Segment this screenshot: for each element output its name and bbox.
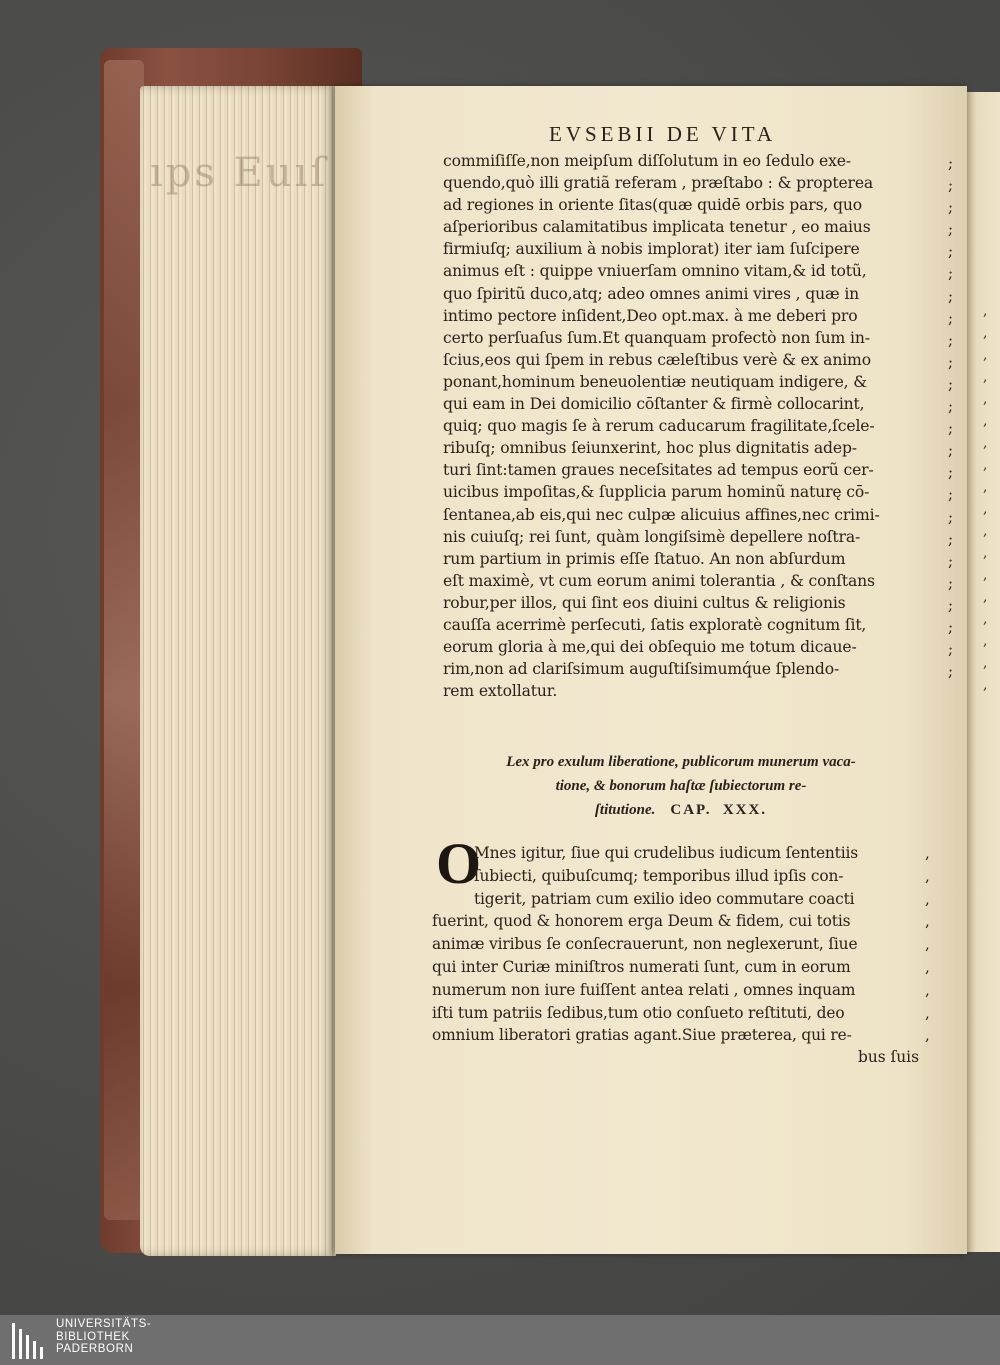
body-line: uicibus impoſitas,& ſupplicia parum hominũ naturę cō-: [443, 483, 870, 502]
line-marker: ;: [948, 154, 954, 172]
line-marker: ;: [948, 242, 954, 261]
line-marker: ,: [925, 866, 930, 885]
chapter-body-line: omnium liberatori gratias agant.Siue præterea, qui re-: [432, 1026, 852, 1045]
chapter-heading-line: Lex pro exulum liberatione, publicorum munerum vaca-: [506, 754, 856, 770]
body-line: ad regiones in oriente ſitas(quæ quidē orbis pars, quo: [443, 196, 863, 215]
line-marker: ;: [948, 419, 954, 438]
body-line: nis cuiuſq; rei ſunt, quàm longiſsimè depellere noſtra-: [443, 527, 861, 546]
body-line: quo ſpiritũ duco,atq; adeo omnes animi vires , quæ in: [443, 284, 860, 303]
body-line: commiſiſſe,non meipſum diſſolutum in eo ſedulo exe-: [443, 152, 851, 170]
library-name: [56, 1318, 216, 1356]
line-marker: ;: [948, 220, 954, 239]
body-line: firmiuſq; auxilium à nobis implorat) iter iam ſuſcipere: [443, 240, 860, 259]
body-line: robur,per illos, qui ſint eos diuini cultus & religionis: [443, 593, 846, 612]
body-line: cauſſa acerrimè perſecuti, ſatis exploratè cognitum ſit,: [443, 615, 867, 634]
body-line: rum partium in primis eſſe ſtatuo. An non abſurdum: [443, 549, 846, 568]
body-line: rim,non ad clariſsimum auguſtiſsimumq́ue ſplendo-: [443, 660, 840, 679]
chapter-body-line: qui inter Curiæ miniſtros numerati ſunt, cum in eorum: [432, 957, 851, 976]
line-markers: [925, 842, 939, 1047]
chapter-body-line: fuerint, quod & honorem erga Deum & fidem, cui totis: [432, 912, 851, 931]
running-head: EVSEBII DE VITA: [549, 122, 777, 146]
page-edges-stack: [140, 86, 336, 1256]
line-marker: ;: [948, 617, 954, 636]
facing-page-marks: , , , , , , , , , , , , , , , , , ,: [983, 303, 988, 693]
body-text: [443, 150, 943, 702]
chapter-heading-text: ſtitutione.: [594, 802, 656, 818]
line-marker: ;: [948, 485, 954, 504]
line-marker: ;: [948, 529, 954, 548]
chapter-body-text: [432, 842, 942, 1047]
chapter-body-line: tigerit, patriam cum exilio ideo commutare coacti: [474, 889, 855, 908]
line-marker: ,: [925, 1026, 930, 1045]
body-line: ſentanea,ab eis,qui nec culpæ alicuius affines,nec crimi-: [443, 505, 880, 524]
chapter-heading: [466, 750, 896, 822]
line-marker: ;: [948, 662, 954, 681]
cover-worn-edge: [104, 60, 144, 1220]
chapter-body-line: iſti tum patriis ſedibus,tum otio conſueto reſtituti, deo: [432, 1003, 845, 1022]
line-marker: ;: [948, 264, 954, 283]
line-marker: ,: [925, 1003, 930, 1022]
chapter-body-line: numerum non iure fuiſſent antea relati , omnes inquam: [432, 980, 856, 999]
line-marker: ;: [948, 463, 954, 482]
line-marker: ;: [948, 397, 954, 416]
chapter-number: XXX.: [722, 802, 768, 818]
body-line: qui eam in Dei domicilio cōſtanter & firmè collocarint,: [443, 395, 865, 414]
page-edge-stamp: ıps Euıſ: [150, 150, 329, 196]
line-marker: ;: [948, 308, 954, 327]
body-line: turi ſint:tamen graues neceſsitates ad tempus eorũ cer-: [443, 461, 874, 480]
line-markers: [948, 152, 962, 682]
line-marker: ;: [948, 176, 954, 195]
body-line: certo perſuaſus ſum.Et quanquam profectò non ſum in-: [443, 328, 870, 347]
body-line: eſt maximè, vt cum eorum animi tolerantia , & conſtans: [443, 571, 875, 590]
line-marker: ;: [948, 352, 954, 371]
line-marker: ,: [925, 844, 930, 862]
line-marker: ,: [925, 912, 930, 931]
library-name-line: UNIVERSITÄTS-: [56, 1318, 152, 1330]
line-marker: ,: [925, 935, 930, 954]
line-marker: ;: [948, 330, 954, 349]
line-marker: ;: [948, 441, 954, 460]
line-marker: ,: [925, 889, 930, 908]
chapter-body-line: animæ viribus ſe conſecrauerunt, non neglexerunt, ſiue: [432, 935, 858, 954]
catchword: bus ſuis: [858, 1048, 919, 1066]
body-line: ponant,hominum beneuolentiæ neutiquam indigere, &: [443, 372, 868, 391]
line-marker: ;: [948, 551, 954, 570]
chapter-heading-line: [466, 798, 896, 822]
body-line: rem extollatur.: [443, 682, 558, 701]
line-marker: ;: [948, 573, 954, 592]
body-line: quiq; quo magis ſe à rerum caducarum fragilitate,ſcele-: [443, 417, 875, 436]
line-marker: ;: [948, 374, 954, 393]
line-marker: ;: [948, 640, 954, 659]
chapter-heading-line: tione, & bonorum haſtæ ſubiectorum re-: [555, 778, 807, 794]
chapter-label: CAP.: [670, 802, 712, 818]
library-name-line: PADERBORN: [56, 1343, 134, 1355]
body-line: intimo pectore inſident,Deo opt.max. à me deberi pro: [443, 306, 858, 325]
body-line: quendo,quò illi gratiã referam , præſtabo : & propterea: [443, 174, 874, 193]
chapter-body-line: ſubiecti, quibuſcumq; temporibus illud ipſis con-: [474, 866, 844, 885]
line-marker: ,: [925, 957, 930, 976]
line-marker: ,: [925, 980, 930, 999]
line-marker: ;: [948, 198, 954, 217]
line-marker: ;: [948, 507, 954, 526]
library-name-line: BIBLIOTHEK: [56, 1330, 130, 1343]
body-line: aſperioribus calamitatibus implicata tenetur , eo maius: [443, 218, 871, 237]
line-marker: ;: [948, 286, 954, 305]
library-logo-icon: [10, 1321, 46, 1361]
body-line: ſcius,eos qui ſpem in rebus cæleſtibus verè & ex animo: [443, 350, 871, 369]
drop-cap: O: [436, 831, 482, 896]
body-line: animus eſt : quippe vniuerſam omnino vitam,& id totũ,: [443, 262, 867, 281]
body-line: eorum gloria à me,qui dei obſequio me totum dicaue-: [443, 638, 857, 657]
body-line: ribuſq; omnibus ſeiunxerint, hoc plus dignitatis adep-: [443, 439, 857, 458]
chapter-body-line: Mnes igitur, ſiue qui crudelibus iudicum ſententiis: [474, 844, 858, 862]
line-marker: ;: [948, 595, 954, 614]
